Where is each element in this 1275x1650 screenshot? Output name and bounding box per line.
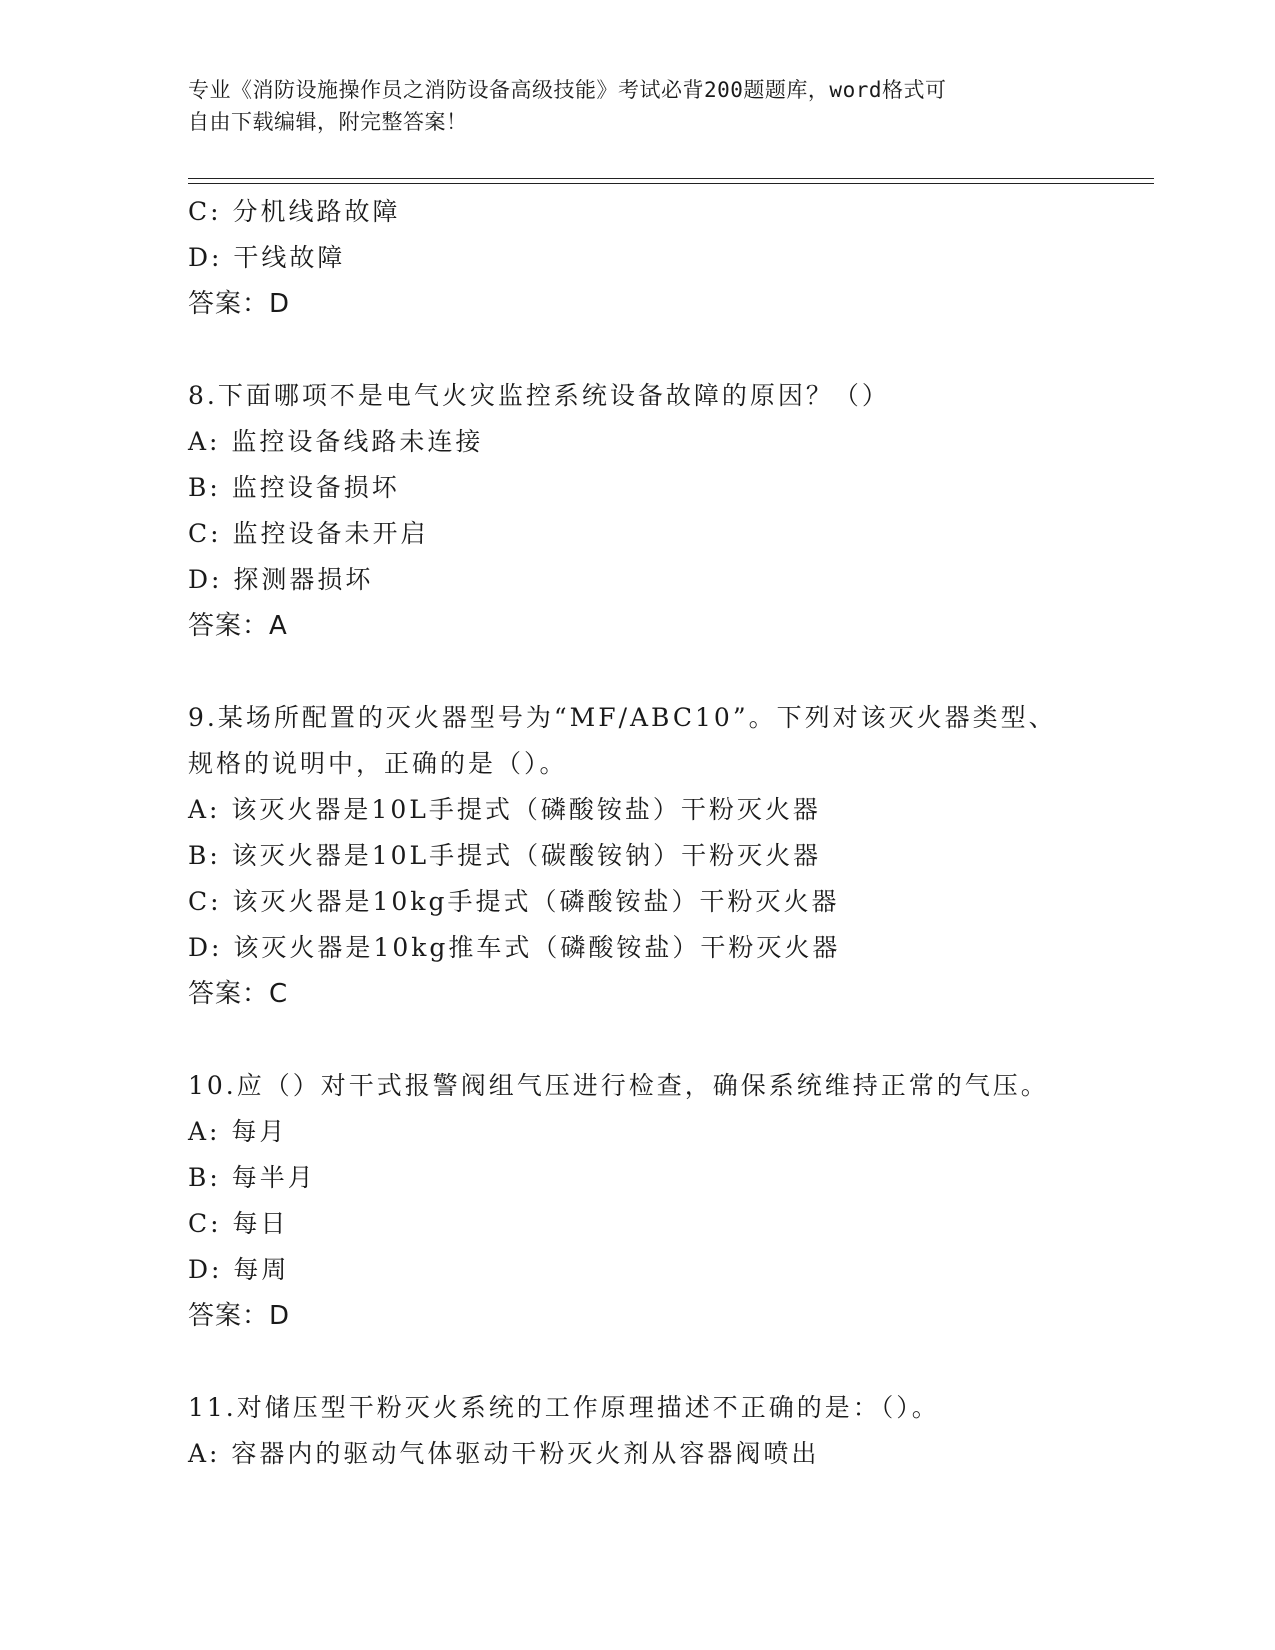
answer-line: 答案：A xyxy=(188,611,288,641)
question-stem: 8.下面哪项不是电气火灾监控系统设备故障的原因？（） xyxy=(188,381,890,410)
header-divider-bottom xyxy=(188,183,1154,184)
header-divider-top xyxy=(188,178,1154,179)
spacer xyxy=(188,327,1148,373)
option-b: B: 每半月 xyxy=(188,1163,316,1192)
question-10 xyxy=(188,1063,1148,1339)
option-a: A: 容器内的驱动气体驱动干粉灭火剂从容器阀喷出 xyxy=(188,1439,820,1468)
question-9 xyxy=(188,695,1148,1017)
document-header xyxy=(188,74,1078,138)
question-stem: 11.对储压型干粉灭火系统的工作原理描述不正确的是：（）。 xyxy=(188,1393,940,1422)
answer-line: 答案：D xyxy=(188,1301,291,1331)
option-c: C: 监控设备未开启 xyxy=(188,519,429,548)
answer-line: 答案：D xyxy=(188,289,291,319)
question-8 xyxy=(188,373,1148,649)
option-a: A: 该灭火器是10L手提式（磷酸铵盐）干粉灭火器 xyxy=(188,795,821,824)
spacer xyxy=(188,649,1148,695)
option-c: C: 分机线路故障 xyxy=(188,197,401,226)
question-list xyxy=(188,189,1148,1477)
header-line-2: 自由下载编辑，附完整答案！ xyxy=(188,110,468,134)
question-stem-continued: 规格的说明中，正确的是（）。 xyxy=(188,749,568,778)
option-a: A: 每月 xyxy=(188,1117,288,1146)
question-stem: 10.应（）对干式报警阀组气压进行检查，确保系统维持正常的气压。 xyxy=(188,1071,1049,1100)
header-line-1: 专业《消防设施操作员之消防设备高级技能》考试必背200题题库，word格式可 xyxy=(188,78,947,102)
option-c: C: 每日 xyxy=(188,1209,289,1238)
option-d: D: 探测器损坏 xyxy=(188,565,374,594)
question-stem: 9.某场所配置的灭火器型号为“MF/ABC10”。下列对该灭火器类型、 xyxy=(188,703,1057,732)
option-b: B: 监控设备损坏 xyxy=(188,473,400,502)
option-d: D: 每周 xyxy=(188,1255,290,1284)
option-d: D: 干线故障 xyxy=(188,243,346,272)
question-11 xyxy=(188,1385,1148,1477)
spacer xyxy=(188,1017,1148,1063)
question-7-tail xyxy=(188,189,1148,327)
option-c: C: 该灭火器是10kg手提式（磷酸铵盐）干粉灭火器 xyxy=(188,887,840,916)
spacer xyxy=(188,1339,1148,1385)
option-a: A: 监控设备线路未连接 xyxy=(188,427,484,456)
option-d: D: 该灭火器是10kg推车式（磷酸铵盐）干粉灭火器 xyxy=(188,933,841,962)
answer-line: 答案：C xyxy=(188,979,289,1009)
option-b: B: 该灭火器是10L手提式（碳酸铵钠）干粉灭火器 xyxy=(188,841,822,870)
